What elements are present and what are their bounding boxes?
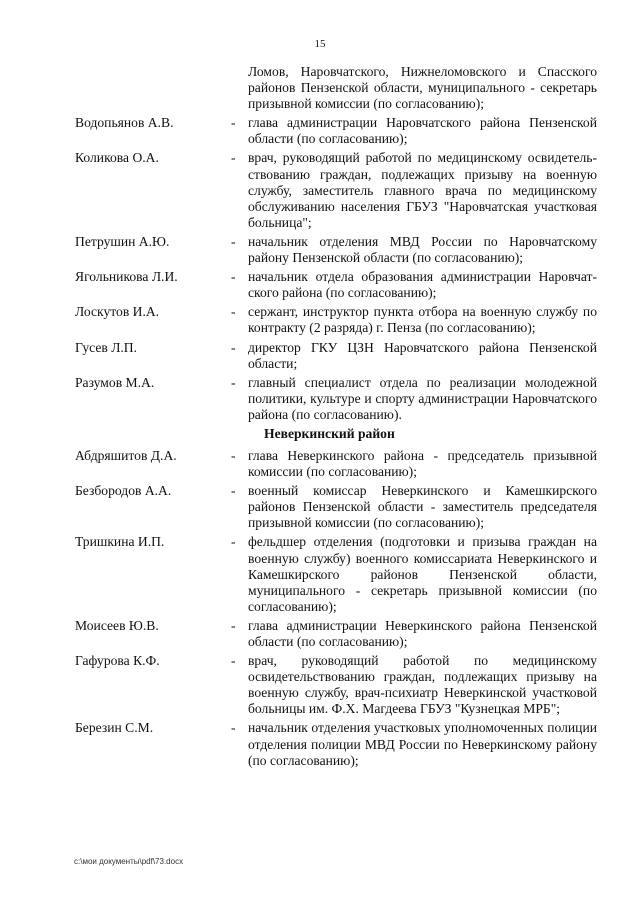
entry-dash: -: [231, 374, 236, 390]
entry-name: Водопьянов А.В.: [75, 115, 174, 131]
entry-name: Моисеев Ю.В.: [75, 617, 159, 633]
entry-name: Березин С.М.: [75, 720, 154, 736]
continuation-row: [0, 64, 640, 112]
entry-description: военный комиссар Неверкинского и Камешкирского районов Пензенской области - заместитель председателя призывной комиссии (по согласованию);: [248, 483, 597, 531]
entry-row: [0, 115, 640, 147]
entry-name: Абдряшитов Д.А.: [75, 447, 177, 463]
entry-row: [0, 720, 640, 768]
entry-description: глава администрации Неверкинского района Пензенской области (по согласованию);: [248, 617, 597, 649]
entry-row: [0, 150, 640, 230]
entry-dash: -: [231, 447, 236, 463]
entry-row: [0, 483, 640, 531]
entry-dash: -: [231, 150, 236, 166]
file-path-footer: c:\мои документы\pdf\73.docx: [74, 857, 184, 866]
continuation-text: Ломов, Наровчатского, Нижнеломовского и Спасского районов Пензенской области, муниципального - секретарь призывной комиссии (по согласованию);: [248, 64, 597, 112]
entry-row: [0, 534, 640, 614]
entry-dash: -: [231, 653, 236, 669]
entry-row: [0, 304, 640, 336]
entry-dash: -: [231, 720, 236, 736]
entry-name: Разумов М.А.: [75, 374, 155, 390]
entry-description: глава Неверкинского района - председатель призывной комиссии (по согласованию);: [248, 447, 597, 480]
entry-dash: -: [231, 115, 236, 131]
entry-name: Коликова О.А.: [75, 150, 159, 166]
entry-name: Тришкина И.П.: [75, 534, 165, 550]
entry-description: начальник отделения МВД России по Наровчатскому району Пензенской области (по согласованию);: [248, 233, 597, 266]
entries-neverkino: [0, 448, 640, 769]
section-heading: Неверкинский район: [264, 425, 395, 441]
entry-name: Ягольникова Л.И.: [75, 269, 178, 285]
document-body: [0, 64, 640, 772]
entry-row: [0, 340, 640, 372]
entry-row: [0, 448, 640, 480]
entry-dash: -: [231, 269, 236, 285]
entries-narovchat: [0, 115, 640, 423]
entry-row: [0, 375, 640, 423]
entry-row: [0, 653, 640, 717]
entry-name: Гафурова К.Ф.: [75, 653, 160, 669]
entry-name: Лоскутов И.А.: [75, 304, 160, 320]
entry-description: глава администрации Наровчатского района Пензенской области (по согласованию);: [248, 115, 597, 147]
entry-dash: -: [231, 233, 236, 249]
entry-description: фельдшер отделения (подготовки и призыва граждан на военную службу) военного комиссариата Неверкинского и Камешкирского районов Пензенской области, муниципального - секретарь призывной комиссии (по согласованию);: [248, 534, 597, 614]
entry-description: врач, руководящий работой по медицинскому освидетельствованию граждан, подлежащих призыву на военную службу, заместитель главного врача по медицинскому обслуживанию населения ГБУЗ "Наровчатская участковая больница";: [248, 150, 597, 230]
entry-dash: -: [231, 339, 236, 355]
entry-description: начальник отделения участковых уполномоченных полиции отделения полиции МВД России по Неверкинскому району (по согласованию);: [248, 720, 597, 768]
entry-name: Безбородов А.А.: [75, 483, 172, 499]
entry-dash: -: [231, 304, 236, 320]
entry-row: [0, 618, 640, 650]
entry-row: [0, 269, 640, 301]
entry-name: Петрушин А.Ю.: [75, 233, 170, 249]
entry-description: сержант, инструктор пункта отбора на военную службу по контракту (2 разряда) г. Пенза (по согласованию);: [248, 304, 597, 336]
entry-description: врач, руководящий работой по медицинскому освидетельствованию граждан, подлежащих призыву на военную службу, врач-психиатр Неверкинской участковой больницы им. Ф.Х. Магдеева ГБУЗ "Кузнецкая МРБ";: [248, 653, 597, 717]
entry-dash: -: [231, 534, 236, 550]
entry-description: начальник отдела образования администрации Наровчатского района (по согласованию);: [248, 269, 597, 301]
entry-dash: -: [231, 617, 236, 633]
page-number: 15: [314, 38, 326, 50]
entry-dash: -: [231, 483, 236, 499]
entry-row: [0, 234, 640, 266]
entry-description: директор ГКУ ЦЗН Наровчатского района Пензенской области;: [248, 339, 597, 371]
entry-name: Гусев Л.П.: [75, 339, 138, 355]
entry-description: главный специалист отдела по реализации молодежной политики, культуре и спорту администрации Наровчатского района (по согласованию).: [248, 374, 597, 422]
